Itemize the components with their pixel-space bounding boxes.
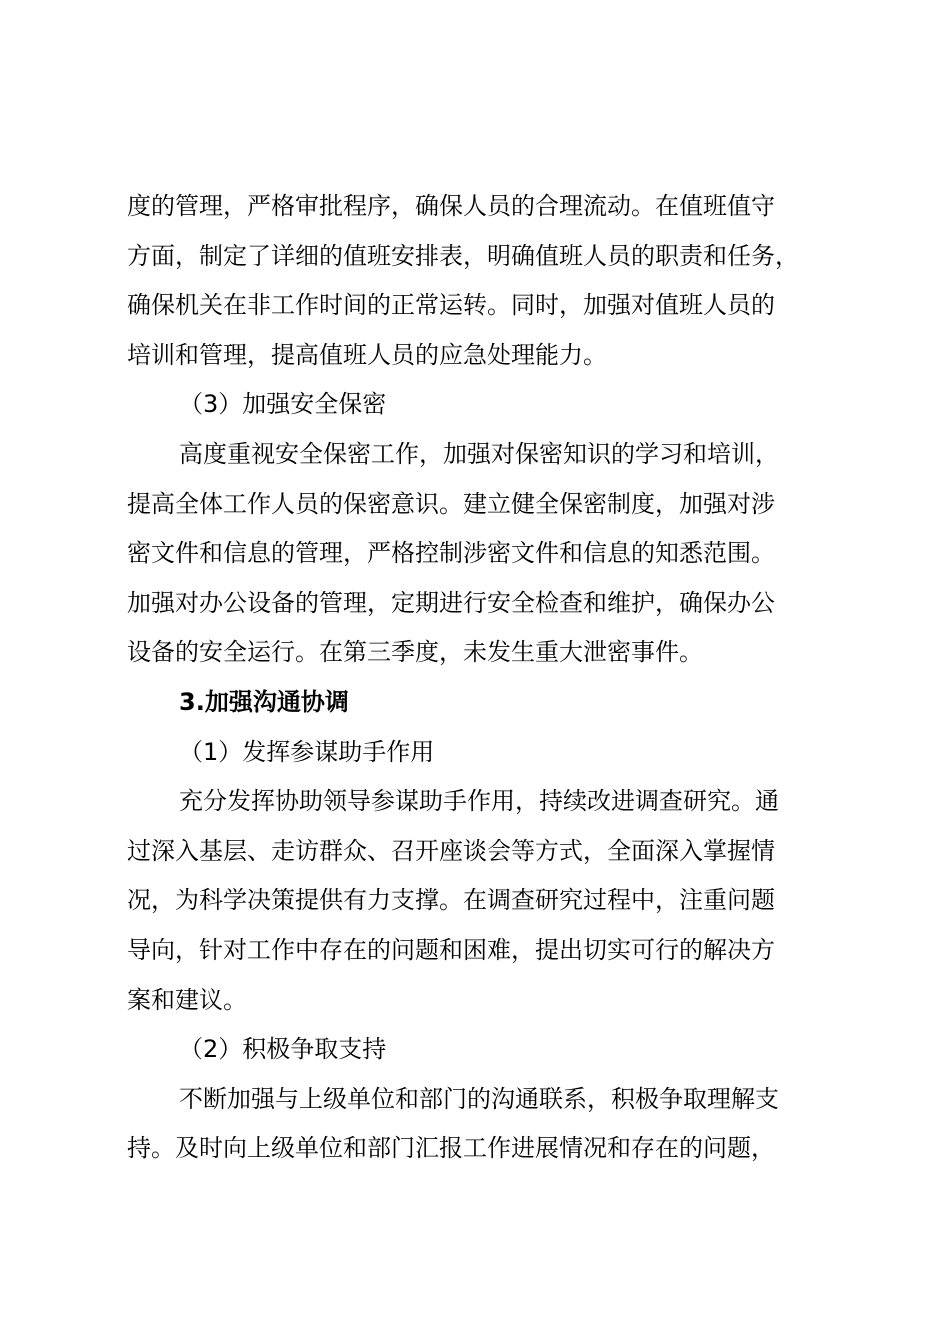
paragraph-start: 充分发挥协助领导参谋助手作用，持续改进调查研究。通 <box>179 787 779 816</box>
body-line: 导向，针对工作中存在的问题和困难，提出切实可行的解决方 <box>127 935 775 964</box>
section-heading-communication: 3.加强沟通协调 <box>179 687 349 716</box>
body-line: 案和建议。 <box>127 985 247 1014</box>
body-line: 设备的安全运行。在第三季度，未发生重大泄密事件。 <box>127 638 703 667</box>
body-line: 培训和管理，提高值班人员的应急处理能力。 <box>127 340 607 369</box>
body-line: 度的管理，严格审批程序，确保人员的合理流动。在值班值守 <box>127 192 775 220</box>
body-line: 确保机关在非工作时间的正常运转。同时，加强对值班人员的 <box>127 291 775 320</box>
subheading-advisor: （1）发挥参谋助手作用 <box>179 737 435 766</box>
paragraph-start: 不断加强与上级单位和部门的沟通联系，积极争取理解支 <box>179 1084 779 1113</box>
subheading-security: （3）加强安全保密 <box>179 390 387 419</box>
subheading-support: （2）积极争取支持 <box>179 1035 387 1064</box>
body-line: 方面，制定了详细的值班安排表，明确值班人员的职责和任务， <box>127 241 799 270</box>
body-line: 过深入基层、走访群众、召开座谈会等方式，全面深入掌握情 <box>127 836 775 865</box>
body-line: 加强对办公设备的管理，定期进行安全检查和维护，确保办公 <box>127 588 775 617</box>
paragraph-start: 高度重视安全保密工作，加强对保密知识的学习和培训， <box>179 439 779 468</box>
body-line: 况，为科学决策提供有力支撑。在调查研究过程中，注重问题 <box>127 886 775 915</box>
document-body <box>127 182 843 1174</box>
body-line: 提高全体工作人员的保密意识。建立健全保密制度，加强对涉 <box>127 489 775 518</box>
body-line: 持。及时向上级单位和部门汇报工作进展情况和存在的问题， <box>127 1134 775 1163</box>
body-line: 密文件和信息的管理，严格控制涉密文件和信息的知悉范围。 <box>127 539 775 568</box>
